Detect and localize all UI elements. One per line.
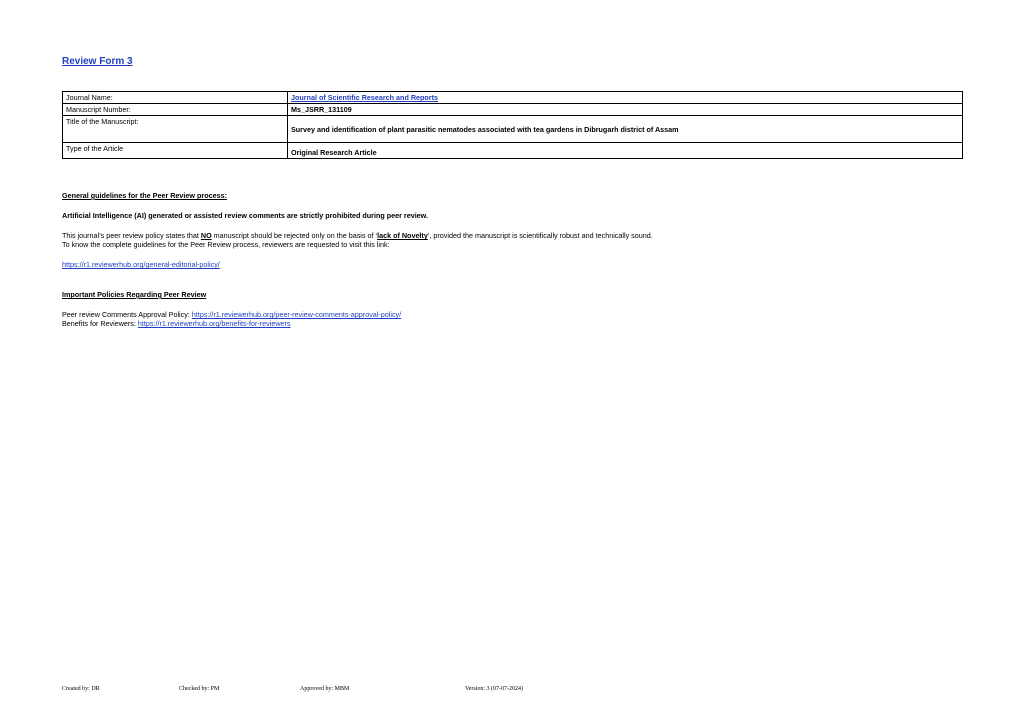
manuscript-title-value: Survey and identification of plant parasitic nematodes associated with tea gardens in Dibrugarh district of Assam: [288, 116, 963, 143]
complete-guidelines-text: To know the complete guidelines for the Peer Review process, reviewers are requested to visit this link:: [62, 240, 390, 249]
journal-name-value: [288, 92, 963, 104]
approval-policy-link[interactable]: https://r1.reviewerhub.org/peer-review-comments-approval-policy/: [191, 310, 402, 319]
table-row: [63, 92, 963, 104]
ai-notice: Artificial Intelligence (AI) generated or assisted review comments are strictly prohibited during peer review.: [62, 211, 429, 220]
policy-no-emphasis: NO: [200, 231, 212, 240]
general-editorial-policy-link[interactable]: https://r1.reviewerhub.org/general-editorial-policy/: [62, 260, 220, 269]
journal-name-label: Journal Name:: [63, 92, 288, 104]
policy-statement: [62, 231, 653, 240]
approval-policy-line: [62, 310, 401, 319]
manuscript-number-label: Manuscript Number:: [63, 104, 288, 116]
manuscript-number-value: Ms_JSRR_131109: [288, 104, 963, 116]
policies-heading: Important Policies Regarding Peer Review: [62, 290, 207, 299]
footer-checked-by: Checked by: PM: [179, 686, 220, 692]
policy-text-pre: This journal’s peer review policy states that: [62, 231, 201, 240]
benefits-label: Benefits for Reviewers:: [62, 319, 138, 328]
article-type-value: Original Research Article: [288, 143, 963, 159]
article-type-label: Type of the Article: [63, 143, 288, 159]
footer-approved-by: Approved by: MBM: [300, 686, 350, 692]
policy-text-post: ’, provided the manuscript is scientifically robust and technically sound.: [427, 231, 653, 240]
lack-of-novelty-emphasis: lack of Novelty: [377, 231, 428, 240]
approval-policy-label: Peer review Comments Approval Policy:: [62, 310, 192, 319]
form-title: Review Form 3: [62, 56, 133, 67]
guidelines-line: [62, 260, 220, 269]
table-row: [63, 116, 963, 143]
table-row: [63, 143, 963, 159]
journal-name-link[interactable]: Journal of Scientific Research and Reports: [291, 93, 438, 102]
benefits-line: [62, 319, 291, 328]
policy-text-mid: manuscript should be rejected only on the basis of ‘: [211, 231, 378, 240]
footer-version: Version: 3 (07-07-2024): [465, 686, 523, 692]
table-row: [63, 104, 963, 116]
benefits-link[interactable]: https://r1.reviewerhub.org/benefits-for-reviewers: [137, 319, 291, 328]
manuscript-info-table: [62, 91, 963, 159]
guidelines-heading: General guidelines for the Peer Review process:: [62, 191, 227, 200]
manuscript-title-label: Title of the Manuscript:: [63, 116, 288, 143]
footer-created-by: Created by: DR: [62, 686, 100, 692]
